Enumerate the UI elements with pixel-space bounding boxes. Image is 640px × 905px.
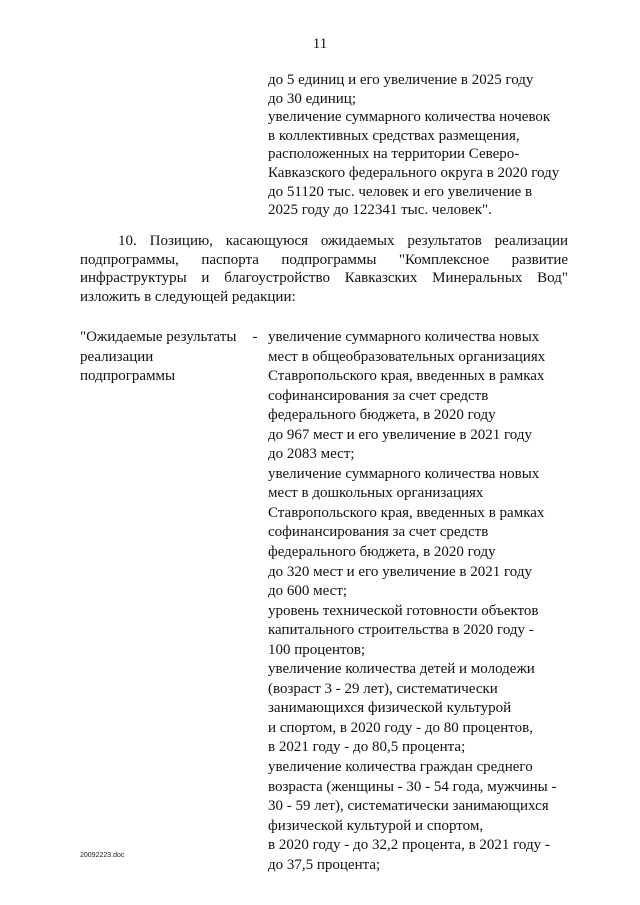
continuation-line: 2025 году до 122341 тыс. человек". bbox=[268, 202, 492, 219]
table-value-column bbox=[268, 328, 568, 875]
table-value-line: софинансирования за счет средств bbox=[268, 387, 489, 404]
table-label-line: подпрограммы bbox=[80, 368, 176, 385]
table-label-column bbox=[80, 328, 255, 387]
table-value-line: увеличение суммарного количества новых bbox=[268, 329, 540, 345]
continuation-line: Кавказского федерального округа в 2020 году bbox=[268, 164, 560, 181]
table-value-line: возраста (женщины - 30 - 54 года, мужчины - bbox=[268, 778, 557, 795]
continuation-line: расположенных на территории Северо- bbox=[268, 146, 520, 163]
continuation-line: в коллективных средствах размещения, bbox=[268, 127, 520, 144]
table-value-line: увеличение суммарного количества новых bbox=[268, 465, 540, 482]
table-value-line: капитального строительства в 2020 году - bbox=[268, 622, 534, 639]
table-value-line: в 2021 году - до 80,5 процента; bbox=[268, 739, 466, 756]
footer-filename: 20092223.doc bbox=[80, 852, 125, 859]
table-value-line: мест в дошкольных организациях bbox=[268, 485, 484, 502]
table-value-line: занимающихся физической культурой bbox=[268, 700, 512, 717]
table-value-line: уровень технической готовности объектов bbox=[268, 602, 539, 619]
table-value-line: (возраст 3 - 29 лет), систематически bbox=[268, 680, 498, 697]
table-value-line: физической культурой и спортом, bbox=[268, 817, 484, 834]
continuation-line: до 51120 тыс. человек и его увеличение в bbox=[268, 183, 533, 200]
table-value-line: 100 процентов; bbox=[268, 641, 366, 658]
table-value-line: в 2020 году - до 32,2 процента, в 2021 году - bbox=[268, 837, 550, 854]
paragraph-line: инфраструктуры и благоустройство Кавказских Минеральных Вод" bbox=[80, 270, 568, 287]
amendment-paragraph bbox=[80, 232, 568, 306]
table-value-line: до 967 мест и его увеличение в 2021 году bbox=[268, 426, 532, 443]
table-dash: - bbox=[252, 329, 258, 345]
continuation-line: увеличение суммарного количества ночевок bbox=[268, 109, 551, 126]
table-label-line: "Ожидаемые результаты bbox=[80, 329, 237, 345]
continuation-line: до 5 единиц и его увеличение в 2025 году bbox=[268, 72, 534, 88]
table-value-line: софинансирования за счет средств bbox=[268, 524, 489, 541]
paragraph-line: изложить в следующей редакции: bbox=[80, 288, 296, 305]
paragraph-line: подпрограммы, паспорта подпрограммы "Комплексное развитие bbox=[80, 251, 568, 268]
continuation-text bbox=[268, 71, 588, 220]
table-value-line: до 37,5 процента; bbox=[268, 856, 381, 873]
continuation-line: до 30 единиц; bbox=[268, 90, 357, 107]
page-number: 11 bbox=[312, 36, 328, 52]
table-value-line: до 2083 мест; bbox=[268, 446, 355, 463]
table-value-line: и спортом, в 2020 году - до 80 процентов, bbox=[268, 719, 533, 736]
table-label-line: реализации bbox=[80, 348, 154, 365]
table-value-line: увеличение количества граждан среднего bbox=[268, 759, 533, 776]
table-value-line: до 600 мест; bbox=[268, 583, 348, 600]
table-value-line: Ставропольского края, введенных в рамках bbox=[268, 368, 545, 385]
table-value-line: 30 - 59 лет), систематически занимающихся bbox=[268, 798, 549, 815]
table-value-line: до 320 мест и его увеличение в 2021 году bbox=[268, 563, 532, 580]
paragraph-line: 10. Позицию, касающуюся ожидаемых результатов реализации bbox=[118, 233, 568, 249]
table-value-line: федерального бюджета, в 2020 году bbox=[268, 407, 496, 424]
table-value-line: федерального бюджета, в 2020 году bbox=[268, 544, 496, 561]
table-value-line: Ставропольского края, введенных в рамках bbox=[268, 504, 545, 521]
table-value-line: мест в общеобразовательных организациях bbox=[268, 348, 546, 365]
table-value-line: увеличение количества детей и молодежи bbox=[268, 661, 535, 678]
